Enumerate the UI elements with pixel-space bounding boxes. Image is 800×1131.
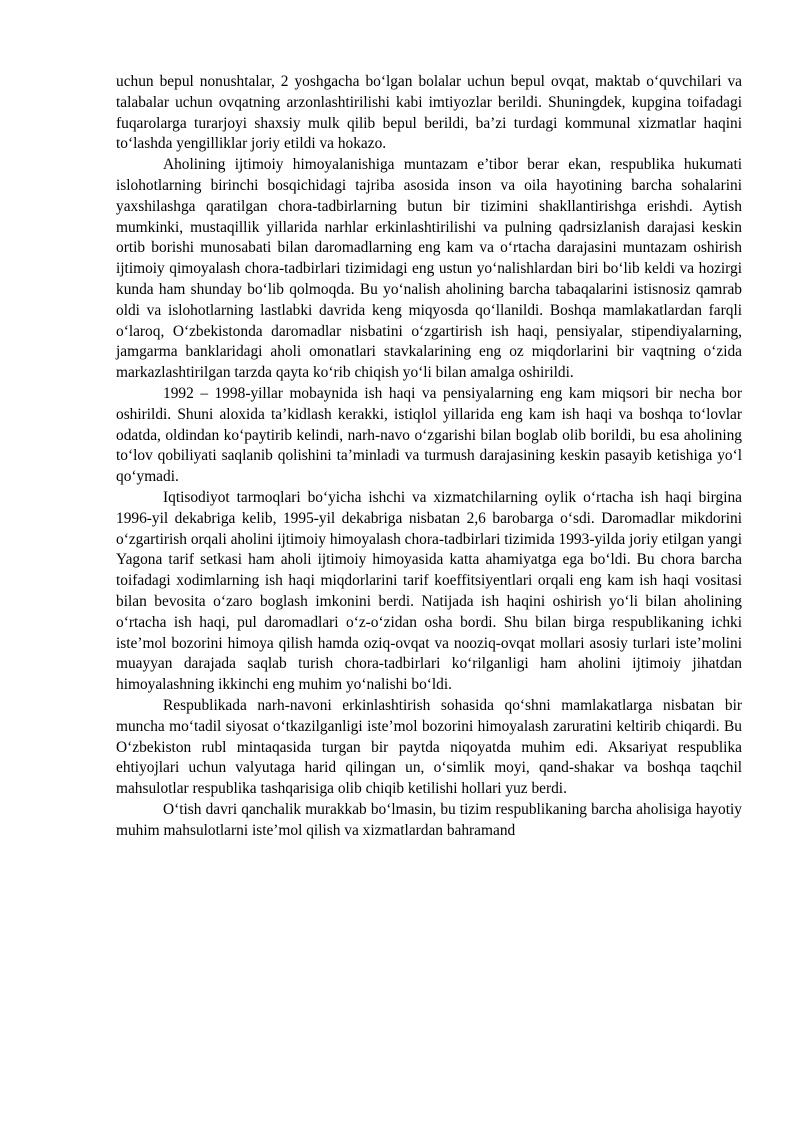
paragraph-continuation: uchun bepul nonushtalar, 2 yoshgacha bo‘lgan bolalar uchun bepul ovqat, maktab o‘quvchilari va talabalar uchun ovqatning arzonlashtirilishi kabi imtiyozlar berildi. Shuningdek, kupgina toifadagi fuqarolarga turarjoyi shaxsiy mulk qilib bepul berildi, ba’zi turdagi kommunal xizmatlar haqini to‘lashda yengilliklar joriy etildi va hokazo. xyxy=(116,73,742,153)
paragraph-transition-period: O‘tish davri qanchalik murakkab bo‘lmasin, bu tizim respublikaning barcha aholisiga hayotiy muhim mahsulotlarni iste’mol qilish va xizmatlardan bahramand xyxy=(116,800,742,839)
paragraph-minimum-wage: 1992 – 1998-yillar mobaynida ish haqi va pensiyalarning eng kam miqsori bir necha bor oshirildi. Shuni aloxida ta’kidlash kerakki, istiqlol yillarida eng kam ish haqi va boshqa to‘lovlar odatda, oldindan ko‘paytirib kelindi, narh-navo o‘zgarishi bilan boglab olib borildi, bu esa aholining to‘lov qobiliyati saqlanib qolishini ta’minladi va turmush darajasining keskin pasayib ketishiga yo‘l qo‘ymadi. xyxy=(116,384,742,486)
paragraph-price-liberalization: Respublikada narh-navoni erkinlashtirish sohasida qo‘shni mamlakatlarga nisbatan bir muncha mo‘tadil siyosat o‘tkazilganligi iste’mol bozorini himoyalash zaruratini keltirib chiqardi. Bu O‘zbekiston rubl mintaqasida turgan bir paytda niqoyatda muhim edi. Aksariyat respublika ehtiyojlari uchun valyutaga harid qilingan un, o‘simlik moyi, qand-shakar va boshqa taqchil mahsulotlar respublika tashqarisiga olib chiqib ketilishi hollari yuz berdi. xyxy=(116,696,742,798)
paragraph-average-wage: Iqtisodiyot tarmoqlari bo‘yicha ishchi va xizmatchilarning oylik o‘rtacha ish haqi birgina 1996-yil dekabriga kelib, 1995-yil dekabriga nisbatan 2,6 barobarga o‘sdi. Daromadlar mikdorini o‘zgartirish orqali aholini ijtimoiy himoyalash chora-tadbirlari tizimida 1993-yilda joriy etilgan yangi Yagona tarif setkasi ham aholi ijtimoiy himoyasida katta ahamiyatga ega bo‘ldi. Bu chora barcha toifadagi xodimlarning ish haqi miqdorlarini tarif koeffitsiyentlari orqali eng kam ish haqi vositasi bilan bevosita o‘zaro boglash imkonini berdi. Natijada ish haqini oshirish yo‘li bilan aholining o‘rtacha ish haqi, pul daromadlari o‘z-o‘zidan osha bordi. Shu bilan birga respublikaning ichki iste’mol bozorini himoya qilish hamda oziq-ovqat va nooziq-ovqat mollari asosiy turlari iste’molini muayyan darajada saqlab turish chora-tadbirlari ko‘rilganligi ham aholini ijtimoiy jihatdan himoyalashning ikkinchi eng muhim yo‘nalishi bo‘ldi. xyxy=(116,488,742,694)
document-page xyxy=(116,72,742,841)
paragraph-social-protection: Aholining ijtimoiy himoyalanishiga muntazam e’tibor berar ekan, respublika hukumati islohotlarning birinchi bosqichidagi tajriba asosida inson va oila hayotining barcha sohalarini yaxshilashga qaratilgan chora-tadbirlarning butun bir tizimini shakllantirishga erishdi. Aytish mumkinki, mustaqillik yillarida narhlar erkinlashtirilishi va pulning qadrsizlanish darajasi keskin ortib borishi munosabati bilan daromadlarning eng kam va o‘rtacha darajasini muntazam oshirish ijtimoiy qimoyalash chora-tadbirlari tizimidagi eng ustun yo‘nalishlardan biri bo‘lib keldi va hozirgi kunda ham shunday bo‘lib qolmoqda. Bu yo‘nalish aholining barcha tabaqalarini istisnosiz qamrab oldi va islohotlarning lastlabki davrida keng miqyosda qo‘llanildi. Boshqa mamlakatlardan farqli o‘laroq, O‘zbekistonda daromadlar nisbatini o‘zgartirish ish haqi, pensiyalar, stipendiyalarning, jamgarma banklaridagi aholi omonatlari stavkalarining eng oz miqdorlarini bir vaqtning o‘zida markazlashtirilgan tarzda qayta ko‘rib chiqish yo‘li bilan amalga oshirildi. xyxy=(116,156,742,382)
